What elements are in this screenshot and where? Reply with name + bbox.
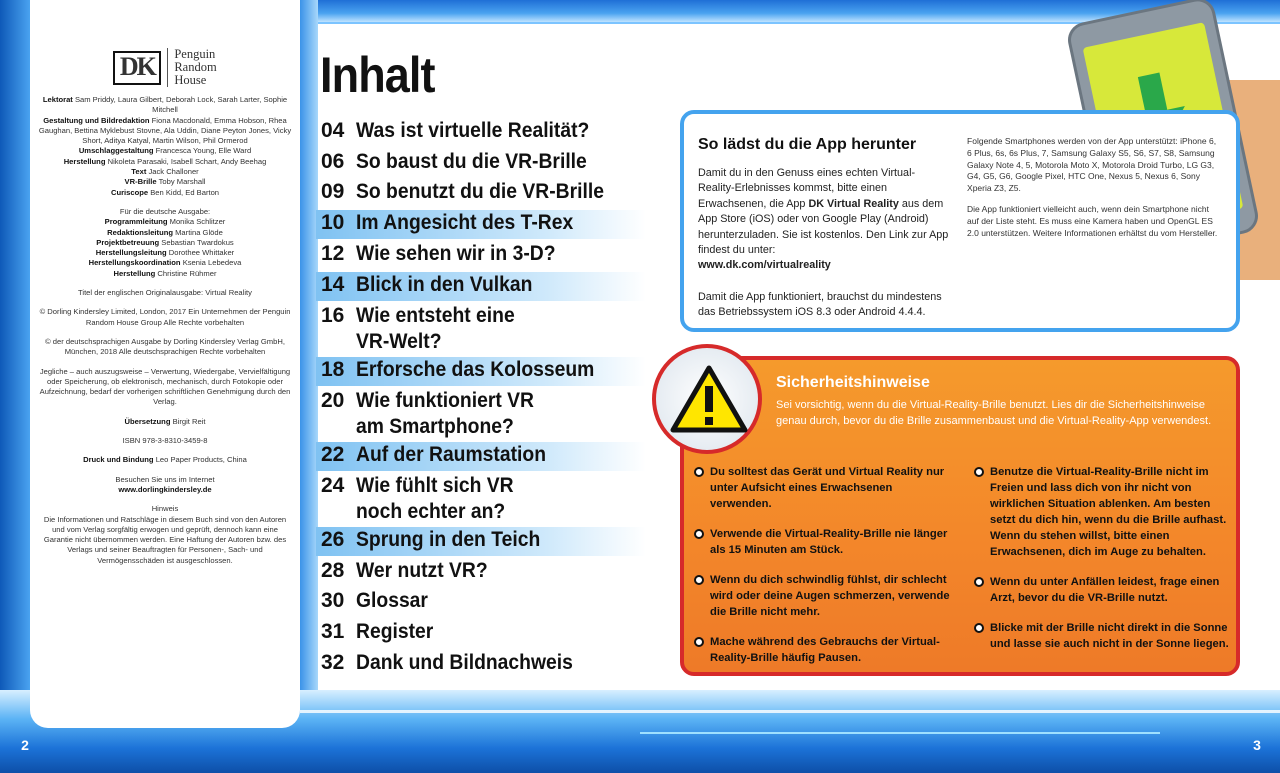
- toc-title: Register: [356, 620, 434, 644]
- disclaimer: Hinweis Die Informationen und Ratschläge in diesem Buch sind von den Autoren und vom Verlag sorgfältig erwogen und geprüft, dennoch kann eine Garantie nicht übernommen werden. Eine Haftung der Autoren bzw. des Verlags und seiner Beauftragten für Personen-, Sach- und Vermögensschäden ist ausgeschlossen.: [43, 504, 287, 565]
- credit-role: Umschlaggestaltung: [78, 146, 154, 156]
- bullet-icon: [694, 467, 704, 477]
- credit-role: Herstellung: [63, 156, 106, 166]
- toc-page-number: 20: [321, 388, 345, 412]
- original-title: Titel der englischen Originalausgabe: Virtual Reality: [78, 288, 252, 298]
- toc-entry[interactable]: [316, 149, 646, 180]
- safety-rule-text: Wenn du unter Anfällen leidest, frage einen Arzt, bevor du die VR-Brille nutzt.: [990, 576, 1220, 604]
- rights-notice: Jegliche – auch auszugsweise – Verwertung, Wiedergabe, Vervielfältigung oder Speicherung, ob elektronisch, mechanisch, durch Fotokopie oder Aufzeichnung, bedarf der vorherigen schriftlichen Genehmigung durch den Verlag.: [39, 366, 291, 407]
- toc-title: Was ist virtuelle Realität?: [356, 119, 590, 142]
- toc-entry[interactable]: [316, 357, 646, 386]
- toc-title: Wie entsteht eine VR-Welt?: [356, 303, 515, 353]
- translation-credit: Übersetzung Birgit Reit: [124, 416, 206, 426]
- toc-title: Auf der Raumstation: [356, 442, 546, 466]
- safety-rule: [694, 464, 954, 512]
- safety-intro: Sei vorsichtig, wenn du die Virtual-Reality-Brille benutzt. Lies dir die Sicherheitshinweise genau durch, bevor du die Brille zusammenbaust und die Virtual-Reality-App verwendest.: [776, 399, 1212, 427]
- toc-page-number: 06: [321, 149, 345, 173]
- imprint-panel: [30, 0, 300, 728]
- toc-entry[interactable]: [316, 473, 646, 527]
- safety-rules-left: [694, 464, 954, 680]
- toc-page-number: 31: [321, 620, 345, 644]
- toc-title: Wer nutzt VR?: [356, 558, 488, 582]
- toc-page-number: 12: [321, 242, 345, 266]
- safety-rule: [974, 620, 1234, 652]
- toc-page-number: 26: [321, 527, 345, 551]
- credits-uk: [38, 95, 292, 198]
- copyright-de: © der deutschsprachigen Ausgabe by Dorling Kindersley Verlag GmbH, München, 2018 Alle deutschsprachigen Rechte vorbehalten: [45, 336, 285, 357]
- toc-page-number: 14: [321, 272, 345, 296]
- toc-title: Wie fühlt sich VR noch echter an?: [356, 473, 514, 523]
- safety-title: Sicherheitshinweise: [776, 374, 930, 391]
- toc-entry[interactable]: [316, 527, 646, 556]
- toc-entry[interactable]: [316, 442, 646, 471]
- credit-names: Jack Challoner: [146, 167, 199, 177]
- safety-rule-text: Blicke mit der Brille nicht direkt in die Sonne und lasse sie auch nicht in der Sonne liegen.: [990, 622, 1229, 650]
- safety-rule-text: Mache während des Gebrauchs der Virtual-Reality-Brille häufig Pausen.: [710, 636, 940, 664]
- toc-title: Erforsche das Kolosseum: [356, 357, 595, 381]
- toc-page-number: 24: [321, 473, 345, 497]
- toc-page-number: 22: [321, 442, 345, 466]
- credit-role: Lektorat: [42, 95, 73, 104]
- safety-rule: [694, 526, 954, 558]
- left-frame-band: [0, 0, 30, 773]
- app-download-box: [680, 110, 1240, 332]
- toc-page-number: 32: [321, 650, 345, 674]
- toc-page-number: 10: [321, 211, 345, 235]
- safety-rule-text: Du solltest das Gerät und Virtual Reality nur unter Aufsicht eines Erwachsenen verwenden.: [710, 466, 945, 510]
- toc-title: Sprung in den Teich: [356, 527, 541, 551]
- warning-badge: [652, 344, 762, 454]
- credit-names: Francesca Young, Elle Ward: [153, 146, 252, 156]
- toc-entry[interactable]: [316, 650, 646, 681]
- warning-icon: [670, 364, 748, 434]
- credit-names: Ben Kidd, Ed Barton: [148, 187, 220, 197]
- safety-rule-text: Wenn du dich schwindlig fühlst, dir schlecht wird oder deine Augen schmerzen, verwende die Brille nicht mehr.: [710, 574, 950, 618]
- toc-entry[interactable]: [316, 303, 646, 357]
- bullet-icon: [694, 637, 704, 647]
- toc-page-number: 16: [321, 303, 345, 327]
- toc-page-number: 30: [321, 589, 345, 613]
- credit-role: Projektbetreuung: [96, 237, 160, 247]
- prh-logo: Penguin Random House: [167, 48, 216, 87]
- print-credit: Druck und Bindung Leo Paper Products, China: [83, 455, 247, 465]
- toc-page-number: 04: [321, 119, 345, 142]
- toc-title: So benutzt du die VR-Brille: [356, 180, 604, 204]
- toc-entry[interactable]: [316, 388, 646, 442]
- toc-title: Glossar: [356, 589, 428, 613]
- safety-rule: [974, 574, 1234, 606]
- credit-role: Herstellungsleitung: [95, 248, 167, 258]
- toc-title: Dank und Bildnachweis: [356, 650, 573, 674]
- toc-page-number: 28: [321, 558, 345, 582]
- credit-role: Text: [131, 167, 147, 177]
- credit-role: Herstellung: [113, 268, 156, 278]
- credit-names: Christine Rühmer: [155, 268, 217, 278]
- page-title: Inhalt: [320, 47, 435, 103]
- app-url-link[interactable]: www.dk.com/virtualreality: [698, 259, 831, 272]
- website-info: Besuchen Sie uns im Internet www.dorlingkindersley.de: [115, 474, 215, 494]
- credit-names: Monika Schlitzer: [167, 217, 226, 227]
- credit-names: Martina Glöde: [173, 227, 223, 237]
- toc-page-number: 09: [321, 180, 345, 204]
- toc-title: So baust du die VR-Brille: [356, 149, 587, 173]
- bullet-icon: [974, 623, 984, 633]
- credit-role: Curiscope: [110, 187, 149, 197]
- toc-title: Blick in den Vulkan: [356, 272, 533, 296]
- dk-logo: DK: [113, 51, 161, 85]
- credit-role: VR-Brille: [124, 177, 157, 187]
- safety-rules-right: [974, 464, 1234, 680]
- toc-title: Wie sehen wir in 3-D?: [356, 242, 556, 266]
- toc-title: Im Angesicht des T-Rex: [356, 211, 574, 235]
- toc-entry[interactable]: [316, 558, 646, 589]
- credit-names: Sam Priddy, Laura Gilbert, Deborah Lock, Sarah Larter, Sophie Mitchell: [72, 95, 288, 115]
- page-number-left: 2: [21, 737, 29, 753]
- safety-rule-text: Verwende die Virtual-Reality-Brille nie länger als 15 Minuten am Stück.: [710, 528, 948, 556]
- table-of-contents: [316, 118, 646, 681]
- toc-entry[interactable]: [316, 179, 646, 210]
- credit-names: Toby Marshall: [156, 177, 206, 187]
- credit-names: Dorothee Whittaker: [166, 248, 235, 258]
- toc-entry[interactable]: [316, 588, 646, 619]
- credit-role: Redaktionsleitung: [107, 227, 173, 237]
- safety-rule: [974, 464, 1234, 560]
- publisher-logo: [38, 48, 292, 87]
- safety-rule: [694, 634, 954, 666]
- safety-box: [680, 356, 1240, 676]
- safety-rule: [694, 572, 954, 620]
- app-instructions: Damit du in den Genuss eines echten Virtual-Reality-Erlebnisses kommst, bitte einen Erwachsenen, die App DK Virtual Reality aus dem App Store (iOS) oder von Google Play (Android) herunterzuladen. Sie ist kostenlos. Den Link zur App findest du unter: www.dk.com/virtualreality Damit die App funktioniert, brauchst du mindestens das Betriebssystem iOS 8.3 oder Android 4.4.4.: [698, 167, 949, 319]
- credit-role: Gestaltung und Bildredaktion: [43, 115, 150, 125]
- bullet-icon: [974, 467, 984, 477]
- credit-names: Fiona Macdonald, Emma Hobson, Rhea Gaughan, Bettina Myklebust Stovne, Ala Uddin, Diane Peyton Jones, Vicky Short, Aditya Katyal, Martin Wilson, Phil Ormerod: [38, 115, 292, 146]
- credit-names: Ksenia Lebedeva: [180, 258, 242, 268]
- credit-role: Programmleitung: [104, 217, 168, 227]
- credit-names: Sebastian Twardokus: [159, 237, 234, 247]
- toc-entry[interactable]: [316, 210, 646, 239]
- safety-rule-text: Benutze die Virtual-Reality-Brille nicht im Freien und lass dich von ihr nicht von wirklichen Situation ablenken. Am besten setzt du dich hin, wenn du die Brille aufhast. Wenn du stehen willst, bitte einen Erwachsenen, dich im Auge zu behalten.: [990, 466, 1227, 558]
- bullet-icon: [974, 577, 984, 587]
- bullet-icon: [694, 529, 704, 539]
- isbn: ISBN 978-3-8310-3459-8: [122, 436, 208, 446]
- credits-de: Für die deutsche Ausgabe: Programmleitung Monika Schlitzer Redaktionsleitung Martina Glöde Projektbetreuung Sebastian Twardokus Herstellungsleitung Dorothee Whittaker Herstellungskoordination Ksenia Lebedeva Herstellung Christine Rühmer: [88, 206, 242, 278]
- supported-phones: Folgende Smartphones werden von der App unterstützt: iPhone 6, 6 Plus, 6s, 6s Plus, 7, Samsung Galaxy S5, S6, S7, S8, Samsung Galaxy Note 4, 5, Motorola Moto X, Motorola Droid Turbo, LG G3, G4, G5, G6, Google Pixel, HTC One, Nexus 5, Nexus 6, Sony Xperia Z3, Z5. Die App funktioniert vielleicht auch, wenn dein Smartphone nicht auf der Liste steht. Es muss eine Kamera haben und OpenGL ES 2.0 unterstützen. Weitere Informationen erhältst du vom Hersteller.: [967, 136, 1218, 238]
- toc-entry[interactable]: [316, 619, 646, 650]
- toc-entry[interactable]: [316, 272, 646, 301]
- credit-role: Herstellungskoordination: [88, 258, 181, 268]
- toc-entry[interactable]: [316, 241, 646, 272]
- toc-entry[interactable]: [316, 118, 646, 149]
- toc-title: Wie funktioniert VR am Smartphone?: [356, 388, 535, 438]
- copyright-uk: © Dorling Kindersley Limited, London, 2017 Ein Unternehmen der Penguin Random House Group Alle Rechte vorbehalten: [39, 307, 291, 327]
- toc-page-number: 18: [321, 357, 345, 381]
- credit-names: Nikoleta Parasaki, Isabell Schart, Andy Beehag: [105, 156, 267, 166]
- app-box-title: So lädst du die App herunter: [698, 136, 917, 153]
- page-number-right: 3: [1253, 737, 1261, 753]
- bullet-icon: [694, 575, 704, 585]
